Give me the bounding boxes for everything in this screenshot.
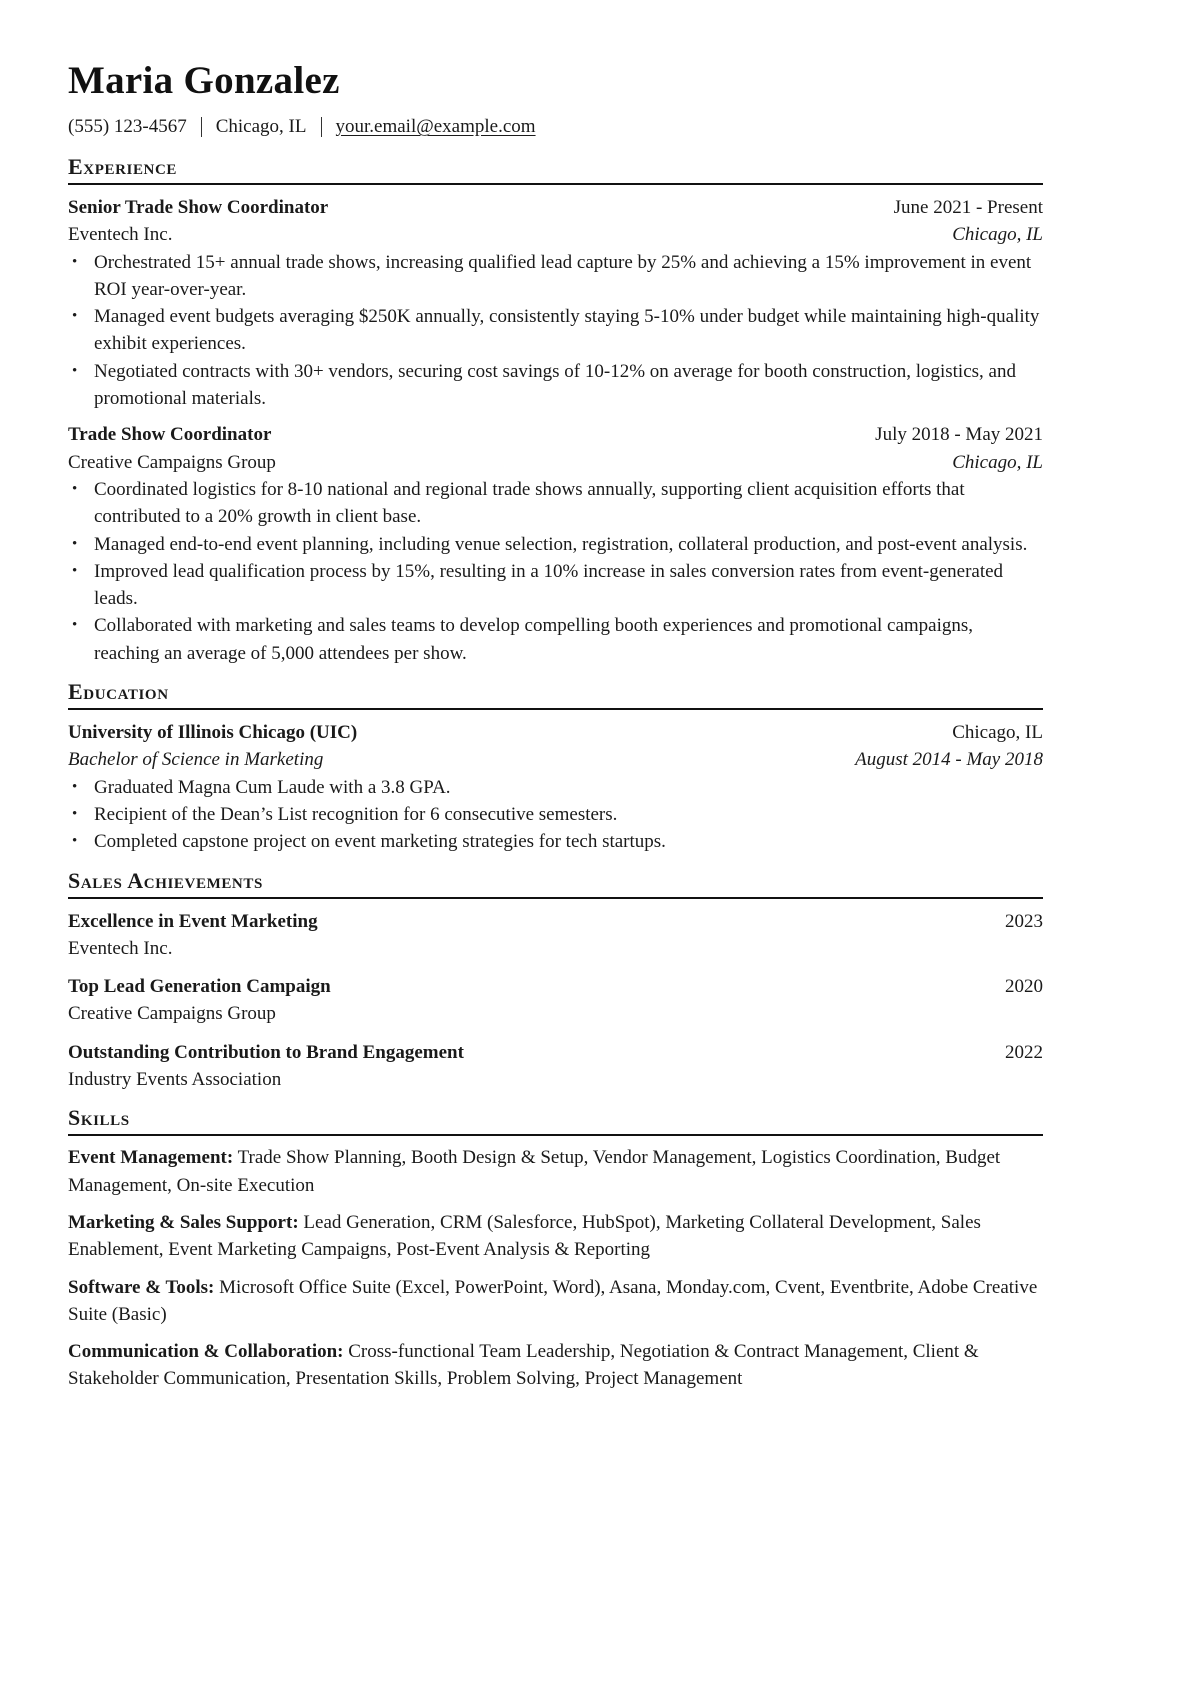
skill-group xyxy=(68,1144,1043,1199)
skill-label: Marketing & Sales Support: xyxy=(68,1211,299,1233)
job-company: Eventech Inc. xyxy=(68,224,173,246)
bullet-item: • Improved lead qualification process by 15%, resulting in a 10% increase in sales conversion rates from event-generated leads. xyxy=(94,558,1043,613)
bullet-item: • Orchestrated 15+ annual trade shows, increasing qualified lead capture by 25% and achieving a 15% improvement in event ROI year-over-year. xyxy=(94,249,1043,304)
job-entry xyxy=(68,194,1043,412)
email-link[interactable]: your.email@example.com xyxy=(335,116,536,137)
location: Chicago, IL xyxy=(215,116,307,137)
achievement-entry xyxy=(68,1039,1043,1094)
education-section xyxy=(68,679,1043,855)
school-location: Chicago, IL xyxy=(952,722,1043,744)
contact-line xyxy=(68,114,1043,140)
degree: Bachelor of Science in Marketing xyxy=(68,749,324,771)
achievement-name: Top Lead Generation Campaign xyxy=(68,976,331,998)
achievement-name: Outstanding Contribution to Brand Engagement xyxy=(68,1041,464,1063)
job-dates: June 2021 - Present xyxy=(893,197,1043,218)
bullet-item: • Coordinated logistics for 8-10 national and regional trade shows annually, supporting client acquisition efforts that contributed to a 20% growth in client base. xyxy=(94,476,1043,531)
bullet-item: • Managed end-to-end event planning, including venue selection, registration, collateral production, and post-event analysis. xyxy=(94,531,1043,558)
separator xyxy=(321,117,322,137)
skill-list: Cross-functional Team Leadership, Negotiation & Contract Management, Client & Stakeholder Communication, Presentation Skills, Problem Solving, Project Management xyxy=(68,1341,979,1390)
achievement-name: Excellence in Event Marketing xyxy=(68,910,318,932)
job-dates: July 2018 - May 2021 xyxy=(875,424,1043,446)
job-location: Chicago, IL xyxy=(952,224,1043,246)
job-bullets xyxy=(68,249,1043,413)
bullet-item: • Graduated Magna Cum Laude with a 3.8 GPA. xyxy=(94,774,1043,801)
bullet-item: • Negotiated contracts with 30+ vendors, securing cost savings of 10-12% on average for booth construction, logistics, and promotional materials. xyxy=(94,358,1043,413)
skill-label: Communication & Collaboration: xyxy=(68,1341,344,1363)
achievement-org: Industry Events Association xyxy=(68,1069,282,1091)
bullet-item: • Collaborated with marketing and sales teams to develop compelling booth experiences and promotional campaigns, reaching an average of 5,000 attendees per show. xyxy=(94,612,1043,667)
education-entry xyxy=(68,719,1043,855)
achievement-entry xyxy=(68,973,1043,1028)
education-dates: August 2014 - May 2018 xyxy=(855,749,1043,771)
experience-section xyxy=(68,154,1043,667)
section-title-education: Education xyxy=(68,679,1043,710)
achievements-section xyxy=(68,868,1043,1094)
achievement-year: 2023 xyxy=(1005,910,1043,932)
section-title-achievements: Sales Achievements xyxy=(68,868,1043,899)
skill-list: Microsoft Office Suite (Excel, PowerPoint, Word), Asana, Monday.com, Cvent, Eventbrite, Adobe Creative Suite (Basic) xyxy=(68,1276,1038,1325)
bullet-item: • Completed capstone project on event marketing strategies for tech startups. xyxy=(94,828,1043,855)
skill-list: Lead Generation, CRM (Salesforce, HubSpot), Marketing Collateral Development, Sales Enablement, Event Marketing Campaigns, Post-Event Analysis & Reporting xyxy=(68,1211,981,1261)
resume-page xyxy=(68,58,1043,1393)
achievement-org: Creative Campaigns Group xyxy=(68,1003,276,1025)
bullet-item: • Managed event budgets averaging $250K annually, consistently staying 5-10% under budget while maintaining high-quality exhibit experiences. xyxy=(94,303,1043,358)
skill-label: Software & Tools: xyxy=(68,1276,215,1298)
skill-group xyxy=(68,1209,1043,1264)
school-name: University of Illinois Chicago (UIC) xyxy=(68,722,358,744)
skill-group xyxy=(68,1338,1043,1393)
separator xyxy=(201,117,202,137)
achievement-year: 2022 xyxy=(1005,1041,1043,1063)
phone-number: (555) 123-4567 xyxy=(68,116,187,137)
education-bullets xyxy=(68,774,1043,856)
achievement-org: Eventech Inc. xyxy=(68,937,173,959)
candidate-name: Maria Gonzalez xyxy=(68,59,340,102)
skills-section xyxy=(68,1105,1043,1392)
skill-label: Event Management: xyxy=(68,1147,234,1169)
job-role: Senior Trade Show Coordinator xyxy=(68,197,329,218)
section-title-skills: Skills xyxy=(68,1105,1043,1136)
skill-group xyxy=(68,1274,1043,1329)
achievement-entry xyxy=(68,908,1043,963)
job-role: Trade Show Coordinator xyxy=(68,424,272,446)
bullet-item: • Recipient of the Dean’s List recognition for 6 consecutive semesters. xyxy=(94,801,1043,828)
skill-list: Trade Show Planning, Booth Design & Setup, Vendor Management, Logistics Coordination, Budget Management, On-site Execution xyxy=(68,1147,1001,1196)
job-bullets xyxy=(68,476,1043,667)
job-company: Creative Campaigns Group xyxy=(68,451,276,473)
job-entry xyxy=(68,421,1043,667)
achievement-year: 2020 xyxy=(1005,976,1043,998)
job-location: Chicago, IL xyxy=(952,451,1043,473)
section-title-experience: Experience xyxy=(68,154,1043,185)
